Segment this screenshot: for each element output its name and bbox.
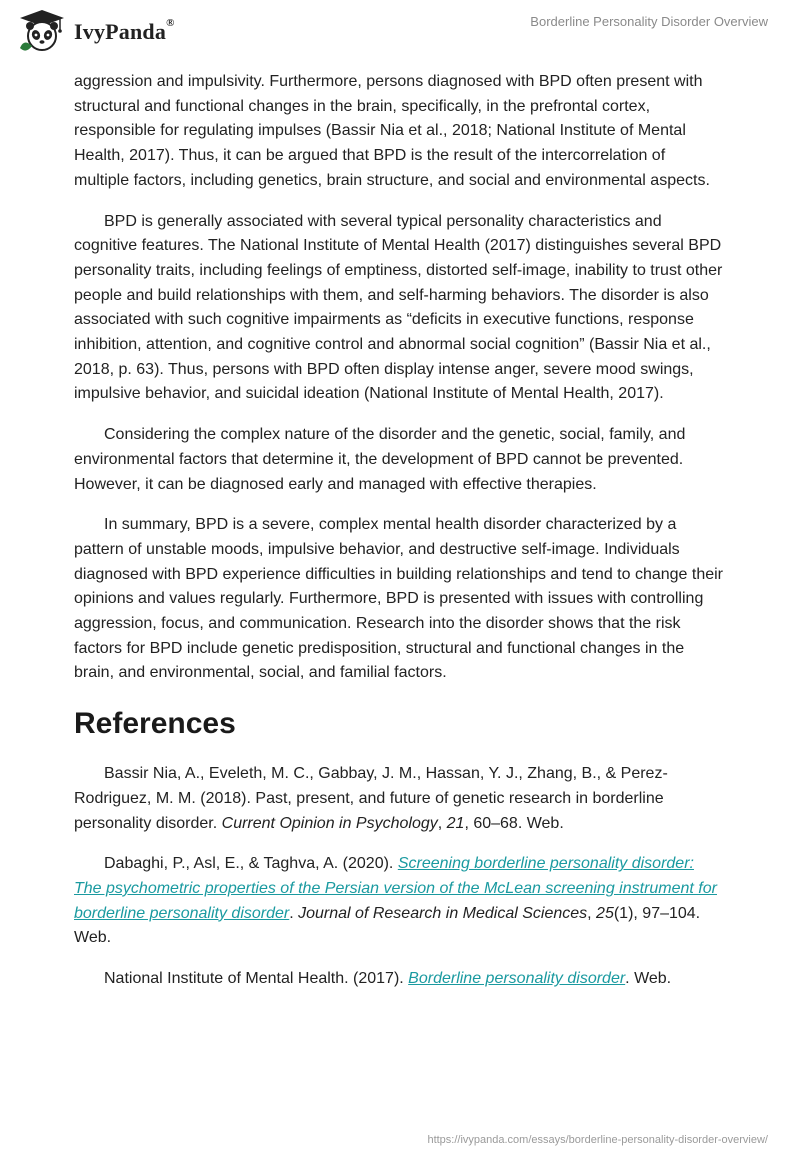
paragraph: aggression and impulsivity. Furthermore, persons diagnosed with BPD often present with structural and functional changes in the brain, specifically, in the prefrontal cortex, responsible for regulating impulses (Bassir Nia et al., 2018; National Institute of Mental Health, 2017). Thus, it can be argued that BPD is the result of the intercorrelation of multiple factors, including genetics, brain structure, and social and environmental aspects. xyxy=(74,73,710,189)
panda-logo-icon xyxy=(14,8,70,56)
paragraph: Considering the complex nature of the disorder and the genetic, social, family, and environmental factors that determine it, the development of BPD cannot be prevented. However, it can be diagnosed early and managed with effective therapies. xyxy=(74,426,686,493)
paragraph: BPD is generally associated with several typical personality characteristics and cognitive features. The National Institute of Mental Health (2017) distinguishes several BPD personality traits, including feelings of emptiness, distorted self-image, inability to trust other people and build relationships with them, and self-harming behaviors. The disorder is also associated with such cognitive impairments as “deficits in executive functions, response inhibition, attention, and cognitive control and abnormal social cognition” (Bassir Nia et al., 2018, p. 63). Thus, persons with BPD often display intense anger, severe mood swings, impulsive behavior, and suicidal ideation (National Institute of Mental Health, 2017). xyxy=(74,212,723,403)
journal-title: Journal of Research in Medical Sciences xyxy=(298,904,588,922)
reference-item: Bassir Nia, A., Eveleth, M. C., Gabbay, J. M., Hassan, Y. J., Zhang, B., & Perez-Rodriguez, M. M. (2018). Past, present, and future of genetic research in borderline personality disorder. Current Opinion in Psychology, 21, 60–68. Web. xyxy=(74,765,668,832)
references-heading: References xyxy=(74,707,236,741)
logo[interactable] xyxy=(14,8,175,56)
reference-item: Dabaghi, P., Asl, E., & Taghva, A. (2020). Screening borderline personality disorder: The psychometric properties of the Persian version of the McLean screening instrument for borderline personality disorder. Journal of Research in Medical Sciences, 25(1), 97–104. Web. xyxy=(74,855,717,947)
reference-link[interactable]: Borderline personality disorder xyxy=(408,970,626,988)
page-header xyxy=(0,0,800,70)
footer-url: https://ivypanda.com/essays/borderline-personality-disorder-overview/ xyxy=(427,1134,768,1146)
logo-text: IvyPanda® xyxy=(74,17,175,44)
volume: 25 xyxy=(596,904,614,922)
document-title: Borderline Personality Disorder Overview xyxy=(530,14,768,29)
reference-item: National Institute of Mental Health. (2017). Borderline personality disorder. Web. xyxy=(104,970,672,988)
volume: 21 xyxy=(446,814,465,832)
reference-link[interactable]: Screening borderline personality disorder: The psychometric properties of the Persian version of the McLean screening instrument for borderline personality disorder xyxy=(74,855,717,922)
paragraph: In summary, BPD is a severe, complex mental health disorder characterized by a pattern of unstable moods, impulsive behavior, and destructive self-image. Individuals diagnosed with BPD experience difficulties in building relationships and tend to change their opinions and values regularly. Furthermore, BPD is presented with issues with controlling aggression, focus, and communication. Research into the disorder shows that the risk factors for BPD include genetic predisposition, structural and functional changes in the brain, and environmental, social, and familial factors. xyxy=(74,516,724,682)
document-body xyxy=(74,70,724,992)
journal-title: Current Opinion in Psychology xyxy=(221,814,438,832)
